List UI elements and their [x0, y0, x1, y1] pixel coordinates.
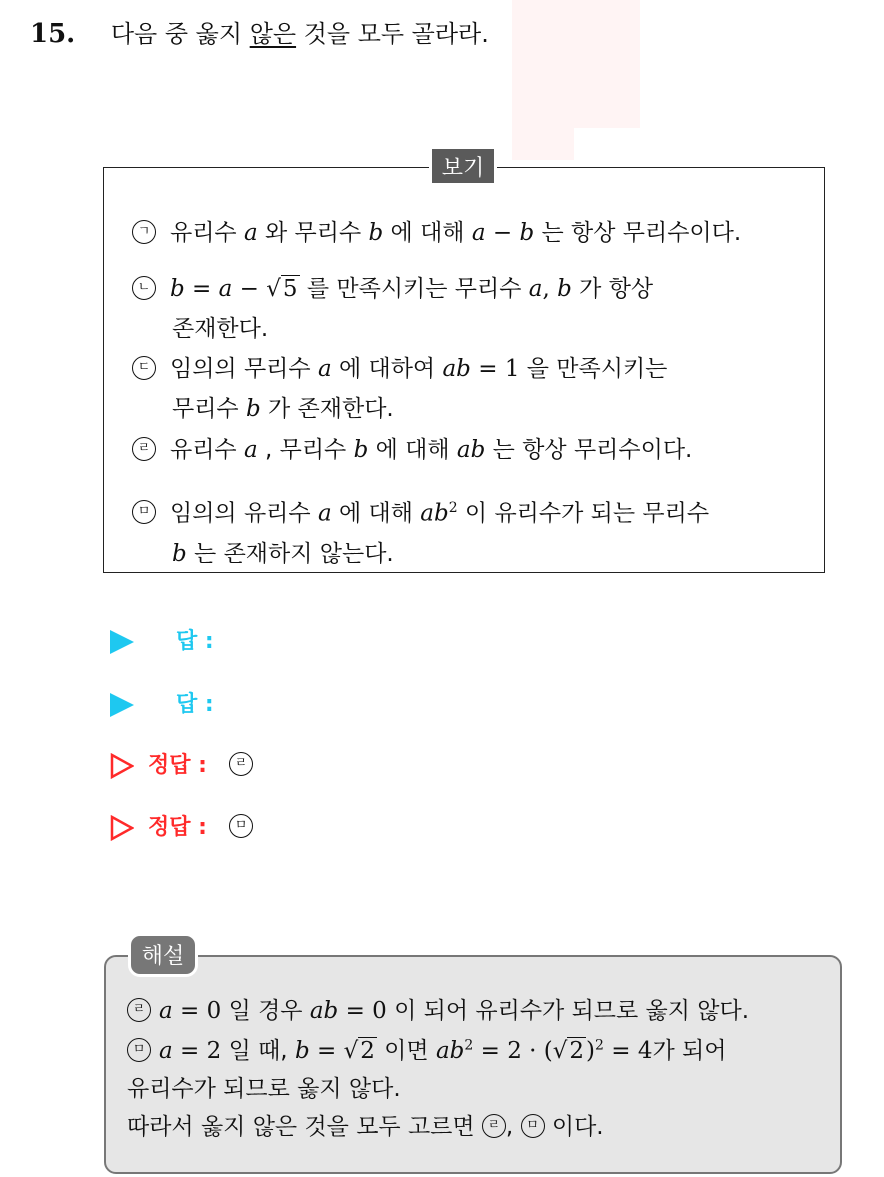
math-var: a	[317, 500, 332, 527]
math-var: ab	[435, 1038, 465, 1064]
sqrt-expression: √2	[552, 1038, 585, 1064]
math-var: b	[170, 276, 185, 302]
bogi-item-2	[132, 269, 653, 349]
math-var: a	[528, 276, 543, 302]
question-text-before: 다음 중 옳지	[110, 20, 250, 48]
math-expr: = 4	[603, 1038, 653, 1064]
math-sep: ,	[542, 276, 558, 302]
sqrt-radicand: 2	[569, 1038, 585, 1064]
item-text: 와 무리수	[257, 220, 369, 246]
solution-text: 가 되어	[652, 1038, 727, 1064]
math-var: ab	[442, 356, 471, 382]
item-text: 유리수	[170, 437, 244, 463]
bogi-item-1	[132, 213, 741, 253]
item-text: 에 대하여	[331, 356, 443, 382]
circled-mark: ㅁ	[521, 1114, 545, 1138]
math-num: 1	[504, 356, 520, 382]
math-expr: = 0	[172, 998, 229, 1024]
item-text: 에 대해	[368, 437, 457, 463]
math-sup: 2	[448, 500, 458, 516]
circled-mark: ㄱ	[132, 220, 156, 244]
question-text-after: 것을 모두 골라라.	[296, 20, 489, 48]
circled-mark: ㄹ	[132, 437, 156, 461]
question-number: 15.	[30, 19, 76, 49]
sqrt-expression: √5	[266, 276, 298, 302]
bogi-item-5	[132, 488, 709, 574]
circled-mark: ㅁ	[229, 814, 253, 838]
circled-mark: ㅁ	[127, 1038, 151, 1062]
solution-line-4	[127, 1108, 604, 1141]
math-var: b	[557, 276, 572, 302]
item-text: 는 존재하지 않는다.	[186, 540, 394, 567]
math-var: a	[159, 1038, 173, 1064]
solution-text: 이다.	[544, 1114, 604, 1140]
answer-label: 답 :	[176, 692, 214, 717]
math-var: a	[218, 276, 233, 302]
math-expr: )	[586, 1038, 596, 1064]
solution-text: 이면	[376, 1038, 436, 1064]
correct-answer-1	[110, 748, 267, 779]
circled-mark: ㄹ	[229, 752, 253, 776]
answer-label: 답 :	[176, 629, 214, 654]
answer-label: 정답 :	[148, 815, 207, 840]
math-var: b	[353, 437, 369, 463]
bogi-item-4	[132, 430, 692, 470]
item-text: 무리수	[172, 396, 246, 422]
bogi-item-3	[132, 349, 667, 429]
sqrt-radicand: 5	[282, 276, 298, 302]
item-continuation: 존재한다.	[172, 316, 269, 342]
circled-mark: ㄹ	[127, 998, 151, 1022]
math-expr: =	[309, 1038, 344, 1064]
solution-line-3: 유리수가 되므로 옳지 않다.	[127, 1076, 401, 1102]
item-text: 는 항상 무리수이다.	[534, 220, 742, 246]
sqrt-expression: √2	[343, 1038, 375, 1064]
math-var: b	[245, 396, 261, 422]
sqrt-radicand: 2	[360, 1038, 375, 1064]
item-text: 가 항상	[571, 276, 654, 302]
math-var: a	[243, 220, 258, 246]
item-text: 에 대해	[331, 500, 421, 527]
circled-mark: ㄹ	[482, 1114, 506, 1138]
math-var: ab	[456, 437, 486, 463]
item-text: 이 유리수가 되는 무리수	[457, 500, 710, 527]
math-op: −	[232, 276, 267, 302]
math-op: =	[470, 356, 505, 382]
solution-text: 따라서 옳지 않은 것을 모두 고르면	[127, 1114, 482, 1140]
solution-line-1	[127, 992, 749, 1025]
solution-title: 해설	[128, 933, 198, 977]
math-var: b	[519, 220, 535, 246]
outline-triangle-icon	[110, 815, 134, 841]
outline-triangle-icon	[110, 753, 134, 779]
item-text: 가 존재한다.	[260, 396, 394, 422]
math-var: ab	[420, 500, 449, 527]
question-text-underlined: 않은	[249, 20, 297, 48]
item-text: 임의의 유리수	[170, 500, 318, 527]
item-text: , 무리수	[257, 437, 354, 463]
solution-line-2	[127, 1032, 726, 1065]
math-var: a	[243, 437, 258, 463]
item-text: 유리수	[170, 220, 244, 246]
solution-text: 이 되어 유리수가 되므로 옳지 않다.	[394, 998, 750, 1024]
math-sup: 2	[595, 1037, 604, 1054]
solution-text: 일 경우	[228, 998, 310, 1024]
circled-mark: ㄴ	[132, 276, 156, 300]
play-triangle-icon	[110, 630, 134, 654]
math-var: a	[159, 998, 173, 1024]
answer-label: 정답 :	[148, 753, 207, 778]
item-text: 을 만족시키는	[519, 356, 668, 382]
item-text: 를 만족시키는 무리수	[299, 276, 529, 302]
math-sup: 2	[464, 1037, 474, 1054]
play-triangle-icon	[110, 693, 134, 717]
background-artifact	[512, 0, 640, 128]
item-continuation	[132, 389, 667, 429]
question-header	[30, 14, 489, 49]
correct-answer-2	[110, 810, 267, 841]
math-var: a	[317, 356, 332, 382]
item-text: 에 대해	[383, 220, 472, 246]
math-var: b	[172, 540, 187, 567]
math-var: b	[368, 220, 384, 246]
circled-mark: ㅁ	[132, 500, 156, 524]
math-expr: = 0	[338, 998, 395, 1024]
item-text: 는 항상 무리수이다.	[485, 437, 693, 463]
math-expr: = 2 · (	[473, 1038, 553, 1064]
math-var: a	[471, 220, 486, 246]
item-continuation	[132, 534, 709, 574]
math-op: −	[485, 220, 520, 246]
math-var: ab	[309, 998, 339, 1024]
item-text: 임의의 무리수	[170, 356, 318, 382]
solution-text: 일 때,	[228, 1038, 295, 1064]
math-var: b	[294, 1038, 310, 1064]
bogi-title: 보기	[429, 146, 497, 186]
circled-mark: ㄷ	[132, 356, 156, 380]
math-op: =	[184, 276, 219, 302]
answer-blank-2	[110, 687, 214, 718]
math-expr: = 2	[172, 1038, 229, 1064]
answer-blank-1	[110, 624, 214, 655]
solution-text: ,	[505, 1114, 521, 1140]
background-artifact	[512, 120, 574, 160]
